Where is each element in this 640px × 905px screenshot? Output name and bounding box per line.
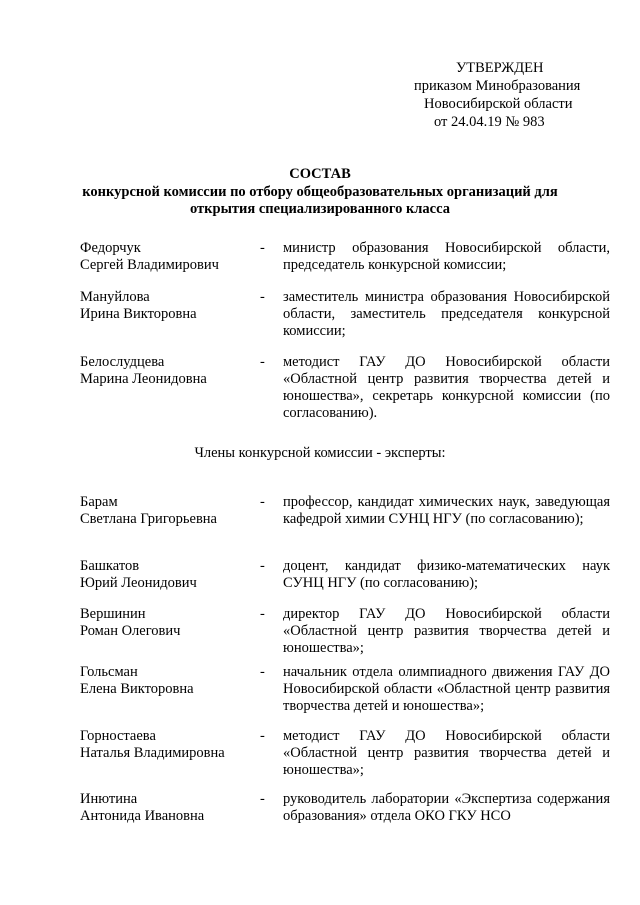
separator-dash: - bbox=[260, 494, 265, 510]
person-role: руководитель лаборатории «Экспертиза содержания образования» отдела ОКО ГКУ НСО bbox=[283, 791, 610, 824]
approval-stamp bbox=[414, 60, 614, 132]
person-name bbox=[80, 558, 260, 592]
person-role: заместитель министра образования Новосибирской области, заместитель председателя конкурсной комиссии; bbox=[283, 289, 610, 339]
person-given-names: Светлана Григорьевна bbox=[80, 511, 217, 527]
person-given-names: Наталья Владимировна bbox=[80, 745, 225, 761]
person-surname: Федорчук bbox=[80, 240, 141, 256]
person-name bbox=[80, 606, 260, 640]
person-given-names: Антонида Ивановна bbox=[80, 808, 205, 824]
approval-region: Новосибирской области bbox=[424, 96, 573, 112]
person-surname: Инютина bbox=[80, 791, 138, 807]
person-given-names: Юрий Леонидович bbox=[80, 575, 197, 591]
title-subtitle-line2: открытия специализированного класса bbox=[190, 201, 450, 217]
approval-date-number: от 24.04.19 № 983 bbox=[434, 114, 545, 130]
person-name bbox=[80, 240, 260, 274]
separator-dash: - bbox=[260, 240, 265, 256]
separator-dash: - bbox=[260, 606, 265, 622]
experts-heading: Члены конкурсной комиссии - эксперты: bbox=[194, 445, 446, 461]
person-given-names: Елена Викторовна bbox=[80, 681, 194, 697]
separator-dash: - bbox=[260, 558, 265, 574]
person-name bbox=[80, 289, 260, 323]
approval-order: приказом Минобразования bbox=[414, 78, 581, 94]
person-given-names: Роман Олегович bbox=[80, 623, 181, 639]
separator-dash: - bbox=[260, 791, 265, 807]
approval-title: УТВЕРЖДЕН bbox=[456, 60, 544, 76]
person-role: методист ГАУ ДО Новосибирской области «Областной центр развития творчества детей и юношества»; bbox=[283, 728, 610, 778]
person-role: доцент, кандидат физико-математических наук СУНЦ НГУ (по согласованию); bbox=[283, 558, 610, 591]
separator-dash: - bbox=[260, 354, 265, 370]
person-role: методист ГАУ ДО Новосибирской области «Областной центр развития творчества детей и юношества», секретарь конкурсной комиссии (по согласованию). bbox=[283, 354, 610, 421]
person-role: министр образования Новосибирской области, председатель конкурсной комиссии; bbox=[283, 240, 610, 273]
person-role: директор ГАУ ДО Новосибирской области «Областной центр развития творчества детей и юношества»; bbox=[283, 606, 610, 656]
person-surname: Белослудцева bbox=[80, 354, 165, 370]
separator-dash: - bbox=[260, 664, 265, 680]
separator-dash: - bbox=[260, 289, 265, 305]
person-name bbox=[80, 664, 260, 698]
person-surname: Вершинин bbox=[80, 606, 146, 622]
person-surname: Мануйлова bbox=[80, 289, 150, 305]
title-main: СОСТАВ bbox=[289, 166, 351, 182]
person-given-names: Сергей Владимирович bbox=[80, 257, 219, 273]
person-surname: Гольсман bbox=[80, 664, 138, 680]
person-name bbox=[80, 494, 260, 528]
title-subtitle-line1: конкурсной комиссии по отбору общеобразовательных организаций для bbox=[82, 184, 558, 200]
separator-dash: - bbox=[260, 728, 265, 744]
person-surname: Барам bbox=[80, 494, 118, 510]
person-surname: Горностаева bbox=[80, 728, 156, 744]
document-title bbox=[60, 166, 580, 218]
person-name bbox=[80, 354, 260, 388]
person-surname: Башкатов bbox=[80, 558, 140, 574]
person-given-names: Ирина Викторовна bbox=[80, 306, 197, 322]
person-role: профессор, кандидат химических наук, заведующая кафедрой химии СУНЦ НГУ (по согласованию); bbox=[283, 494, 610, 527]
person-role: начальник отдела олимпиадного движения ГАУ ДО Новосибирской области «Областной центр развития творчества детей и юношества»; bbox=[283, 664, 610, 714]
person-name bbox=[80, 791, 260, 825]
person-given-names: Марина Леонидовна bbox=[80, 371, 207, 387]
person-name bbox=[80, 728, 260, 762]
